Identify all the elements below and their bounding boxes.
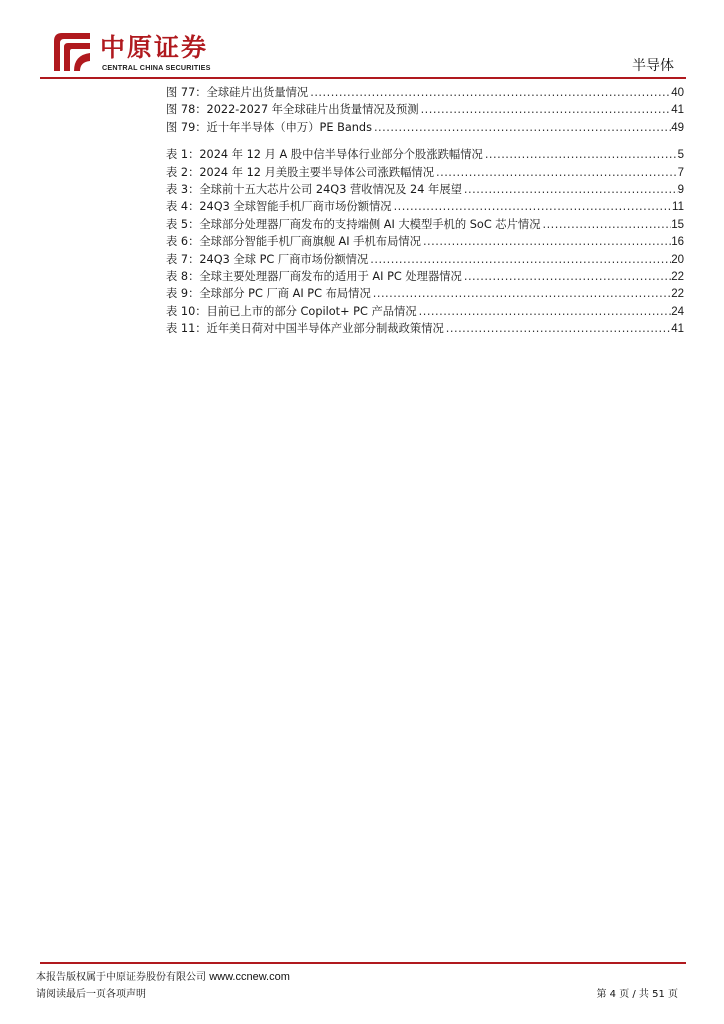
toc-entry-label: 表 2：2024 年 12 月美股主要半导体公司涨跌幅情况: [166, 165, 435, 179]
disclaimer-notice: 请阅读最后一页各项声明: [36, 989, 146, 1000]
toc-leader-dots: [483, 146, 678, 163]
header-divider: [40, 77, 686, 79]
toc-entry-table-5[interactable]: [166, 216, 684, 233]
toc-leader-dots: [371, 285, 671, 302]
toc-entry-table-10[interactable]: [166, 303, 684, 320]
toc-entry-table-8[interactable]: [166, 268, 684, 285]
copyright-notice: 本报告版权属于中原证券股份有限公司: [36, 972, 206, 983]
toc-entry-page: 40: [671, 87, 684, 99]
toc-entry-label: 表 7：24Q3 全球 PC 厂商市场份额情况: [166, 252, 369, 266]
toc-entry-label: 表 8：全球主要处理器厂商发布的适用于 AI PC 处理器情况: [166, 269, 462, 283]
toc-entry-label: 图 77：全球硅片出货量情况: [166, 86, 309, 99]
toc-entry-label: 表 9：全球部分 PC 厂商 AI PC 布局情况: [166, 287, 371, 301]
logo-english-name: CENTRAL CHINA SECURITIES: [102, 63, 211, 72]
toc-entry-label: 图 79：近十年半导体（申万）PE Bands: [166, 120, 372, 134]
toc-leader-dots: [541, 216, 672, 233]
toc-entry-table-1[interactable]: [166, 146, 684, 163]
toc-leader-dots: [444, 320, 671, 337]
toc-entry-label: 表 4：24Q3 全球智能手机厂商市场份额情况: [166, 200, 392, 214]
toc-entry-label: 表 5：全球部分处理器厂商发布的支持端侧 AI 大模型手机的 SoC 芯片情况: [166, 217, 541, 231]
toc-entry-page: 22: [671, 288, 684, 301]
toc-entry-table-6[interactable]: [166, 233, 684, 250]
toc-entry-figure-78[interactable]: [166, 101, 684, 118]
toc-entry-page: 20: [671, 253, 684, 266]
toc-leader-dots: [392, 198, 672, 215]
toc-entry-page: 15: [671, 218, 684, 231]
toc-leader-dots: [417, 303, 672, 320]
toc-entry-page: 9: [677, 183, 684, 196]
toc-entry-page: 22: [671, 270, 684, 283]
toc-leader-dots: [434, 164, 678, 181]
toc-leader-dots: [368, 251, 671, 268]
toc-entry-table-3[interactable]: [166, 181, 684, 198]
toc-entry-table-11[interactable]: [166, 320, 684, 337]
toc-entry-page: 41: [671, 104, 684, 117]
toc-section-gap: [166, 136, 684, 146]
toc-leader-dots: [462, 268, 671, 285]
toc-entry-label: 表 10：目前已上市的部分 Copilot+ PC 产品情况: [166, 304, 417, 318]
footer-divider: [40, 962, 686, 964]
toc-entry-page: 11: [672, 201, 684, 214]
toc-leader-dots: [419, 101, 672, 118]
toc-entry-page: 24: [671, 305, 684, 318]
toc-leader-dots: [462, 181, 678, 198]
toc-entry-page: 7: [677, 166, 684, 179]
table-of-contents: [166, 84, 684, 337]
table-list: [166, 146, 684, 337]
toc-leader-dots: [421, 233, 671, 250]
figure-list: [166, 84, 684, 136]
toc-entry-figure-79[interactable]: [166, 119, 684, 136]
toc-entry-label: 表 6：全球部分智能手机厂商旗舰 AI 手机布局情况: [166, 235, 421, 249]
central-china-securities-logo-icon: [52, 31, 92, 73]
toc-entry-table-2[interactable]: [166, 164, 684, 181]
toc-entry-page: 5: [677, 149, 684, 162]
toc-leader-dots: [372, 119, 671, 136]
toc-entry-label: 表 1：2024 年 12 月 A 股中信半导体行业部分个股涨跌幅情况: [166, 148, 483, 162]
toc-entry-table-9[interactable]: [166, 285, 684, 302]
logo-chinese-name: 中原证券: [100, 33, 209, 62]
toc-entry-label: 表 11：近年美日荷对中国半导体产业部分制裁政策情况: [166, 322, 444, 336]
toc-entry-page: 41: [671, 323, 684, 336]
website-link[interactable]: www.ccnew.com: [209, 971, 290, 983]
toc-entry-label: 图 78：2022-2027 年全球硅片出货量情况及预测: [166, 103, 419, 117]
toc-entry-table-7[interactable]: [166, 251, 684, 268]
toc-entry-page: 16: [671, 236, 684, 249]
toc-leader-dots: [308, 84, 671, 101]
footer-copyright-line: [36, 969, 290, 986]
toc-entry-page: 49: [671, 121, 684, 134]
toc-entry-table-4[interactable]: [166, 198, 684, 215]
toc-entry-figure-77[interactable]: [166, 84, 684, 101]
toc-entry-label: 表 3：全球前十五大芯片公司 24Q3 营收情况及 24 年展望: [166, 182, 462, 196]
page-header: [0, 0, 724, 80]
page-number: 第 4 页 / 共 51 页: [596, 989, 678, 1000]
report-category: 半导体: [632, 58, 674, 74]
page-footer: [36, 969, 290, 1003]
